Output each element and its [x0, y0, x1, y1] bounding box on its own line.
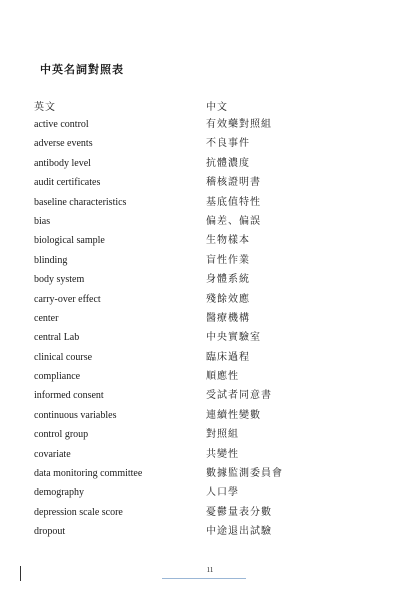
term-chinese: 臨床過程 — [206, 351, 250, 363]
term-chinese: 抗體濃度 — [206, 157, 250, 169]
term-chinese: 生物樣本 — [206, 235, 250, 247]
term-chinese: 基底值特性 — [206, 196, 261, 208]
term-english: bias — [34, 215, 51, 227]
glossary-list — [0, 117, 420, 544]
column-header-chinese: 中文 — [206, 102, 228, 113]
glossary-row — [0, 485, 420, 504]
glossary-row — [0, 136, 420, 155]
glossary-row — [0, 505, 420, 524]
footer-rule — [162, 578, 246, 579]
term-chinese: 稽核證明書 — [206, 177, 261, 189]
glossary-row — [0, 369, 420, 388]
term-english: data monitoring committee — [34, 468, 143, 480]
term-english: center — [34, 312, 59, 324]
term-chinese: 醫療機構 — [206, 312, 250, 324]
term-english: clinical course — [34, 351, 93, 363]
glossary-row — [0, 272, 420, 291]
glossary-row — [0, 311, 420, 330]
term-chinese: 受試者同意書 — [206, 390, 272, 402]
term-english: continuous variables — [34, 409, 117, 421]
term-chinese: 人口學 — [206, 487, 239, 499]
glossary-row — [0, 233, 420, 252]
term-chinese: 順應性 — [206, 371, 239, 383]
term-english: baseline characteristics — [34, 196, 127, 208]
glossary-row — [0, 214, 420, 233]
term-chinese: 殘餘效應 — [206, 293, 250, 305]
glossary-row — [0, 117, 420, 136]
term-english: control group — [34, 429, 89, 441]
term-english: dropout — [34, 526, 66, 538]
term-english: active control — [34, 119, 89, 130]
term-english: body system — [34, 274, 85, 286]
term-english: blinding — [34, 254, 68, 266]
term-chinese: 身體系統 — [206, 274, 250, 286]
term-chinese: 不良事件 — [206, 138, 250, 150]
term-chinese: 偏差、偏誤 — [206, 215, 261, 227]
term-english: demography — [34, 487, 84, 499]
glossary-row — [0, 408, 420, 427]
term-english: biological sample — [34, 235, 105, 247]
document-title: 中英名詞對照表 — [40, 63, 124, 76]
term-english: covariate — [34, 448, 71, 460]
glossary-row — [0, 350, 420, 369]
term-english: adverse events — [34, 138, 93, 150]
term-chinese: 對照組 — [206, 429, 239, 441]
term-chinese: 數據監測委員會 — [206, 468, 283, 480]
term-chinese: 憂鬱量表分數 — [206, 506, 272, 518]
glossary-row — [0, 524, 420, 543]
glossary-row — [0, 466, 420, 485]
term-english: depression scale score — [34, 506, 123, 518]
glossary-row — [0, 427, 420, 446]
term-chinese: 盲性作業 — [206, 254, 250, 266]
term-chinese: 連續性變數 — [206, 409, 261, 421]
term-english: compliance — [34, 371, 81, 383]
glossary-row — [0, 292, 420, 311]
term-chinese: 共變性 — [206, 448, 239, 460]
term-chinese: 中途退出試驗 — [206, 526, 272, 538]
glossary-row — [0, 447, 420, 466]
term-chinese: 有效藥對照組 — [206, 119, 272, 130]
page-number: 11 — [206, 566, 214, 574]
glossary-row — [0, 253, 420, 272]
glossary-row — [0, 195, 420, 214]
term-english: antibody level — [34, 157, 91, 169]
glossary-row — [0, 388, 420, 407]
term-english: informed consent — [34, 390, 104, 402]
term-english: carry-over effect — [34, 293, 101, 305]
column-header-english: 英文 — [34, 102, 56, 113]
glossary-row — [0, 175, 420, 194]
glossary-row — [0, 330, 420, 349]
glossary-row — [0, 156, 420, 175]
term-chinese: 中央實驗室 — [206, 332, 261, 344]
term-english: central Lab — [34, 332, 80, 344]
term-english: audit certificates — [34, 177, 101, 189]
